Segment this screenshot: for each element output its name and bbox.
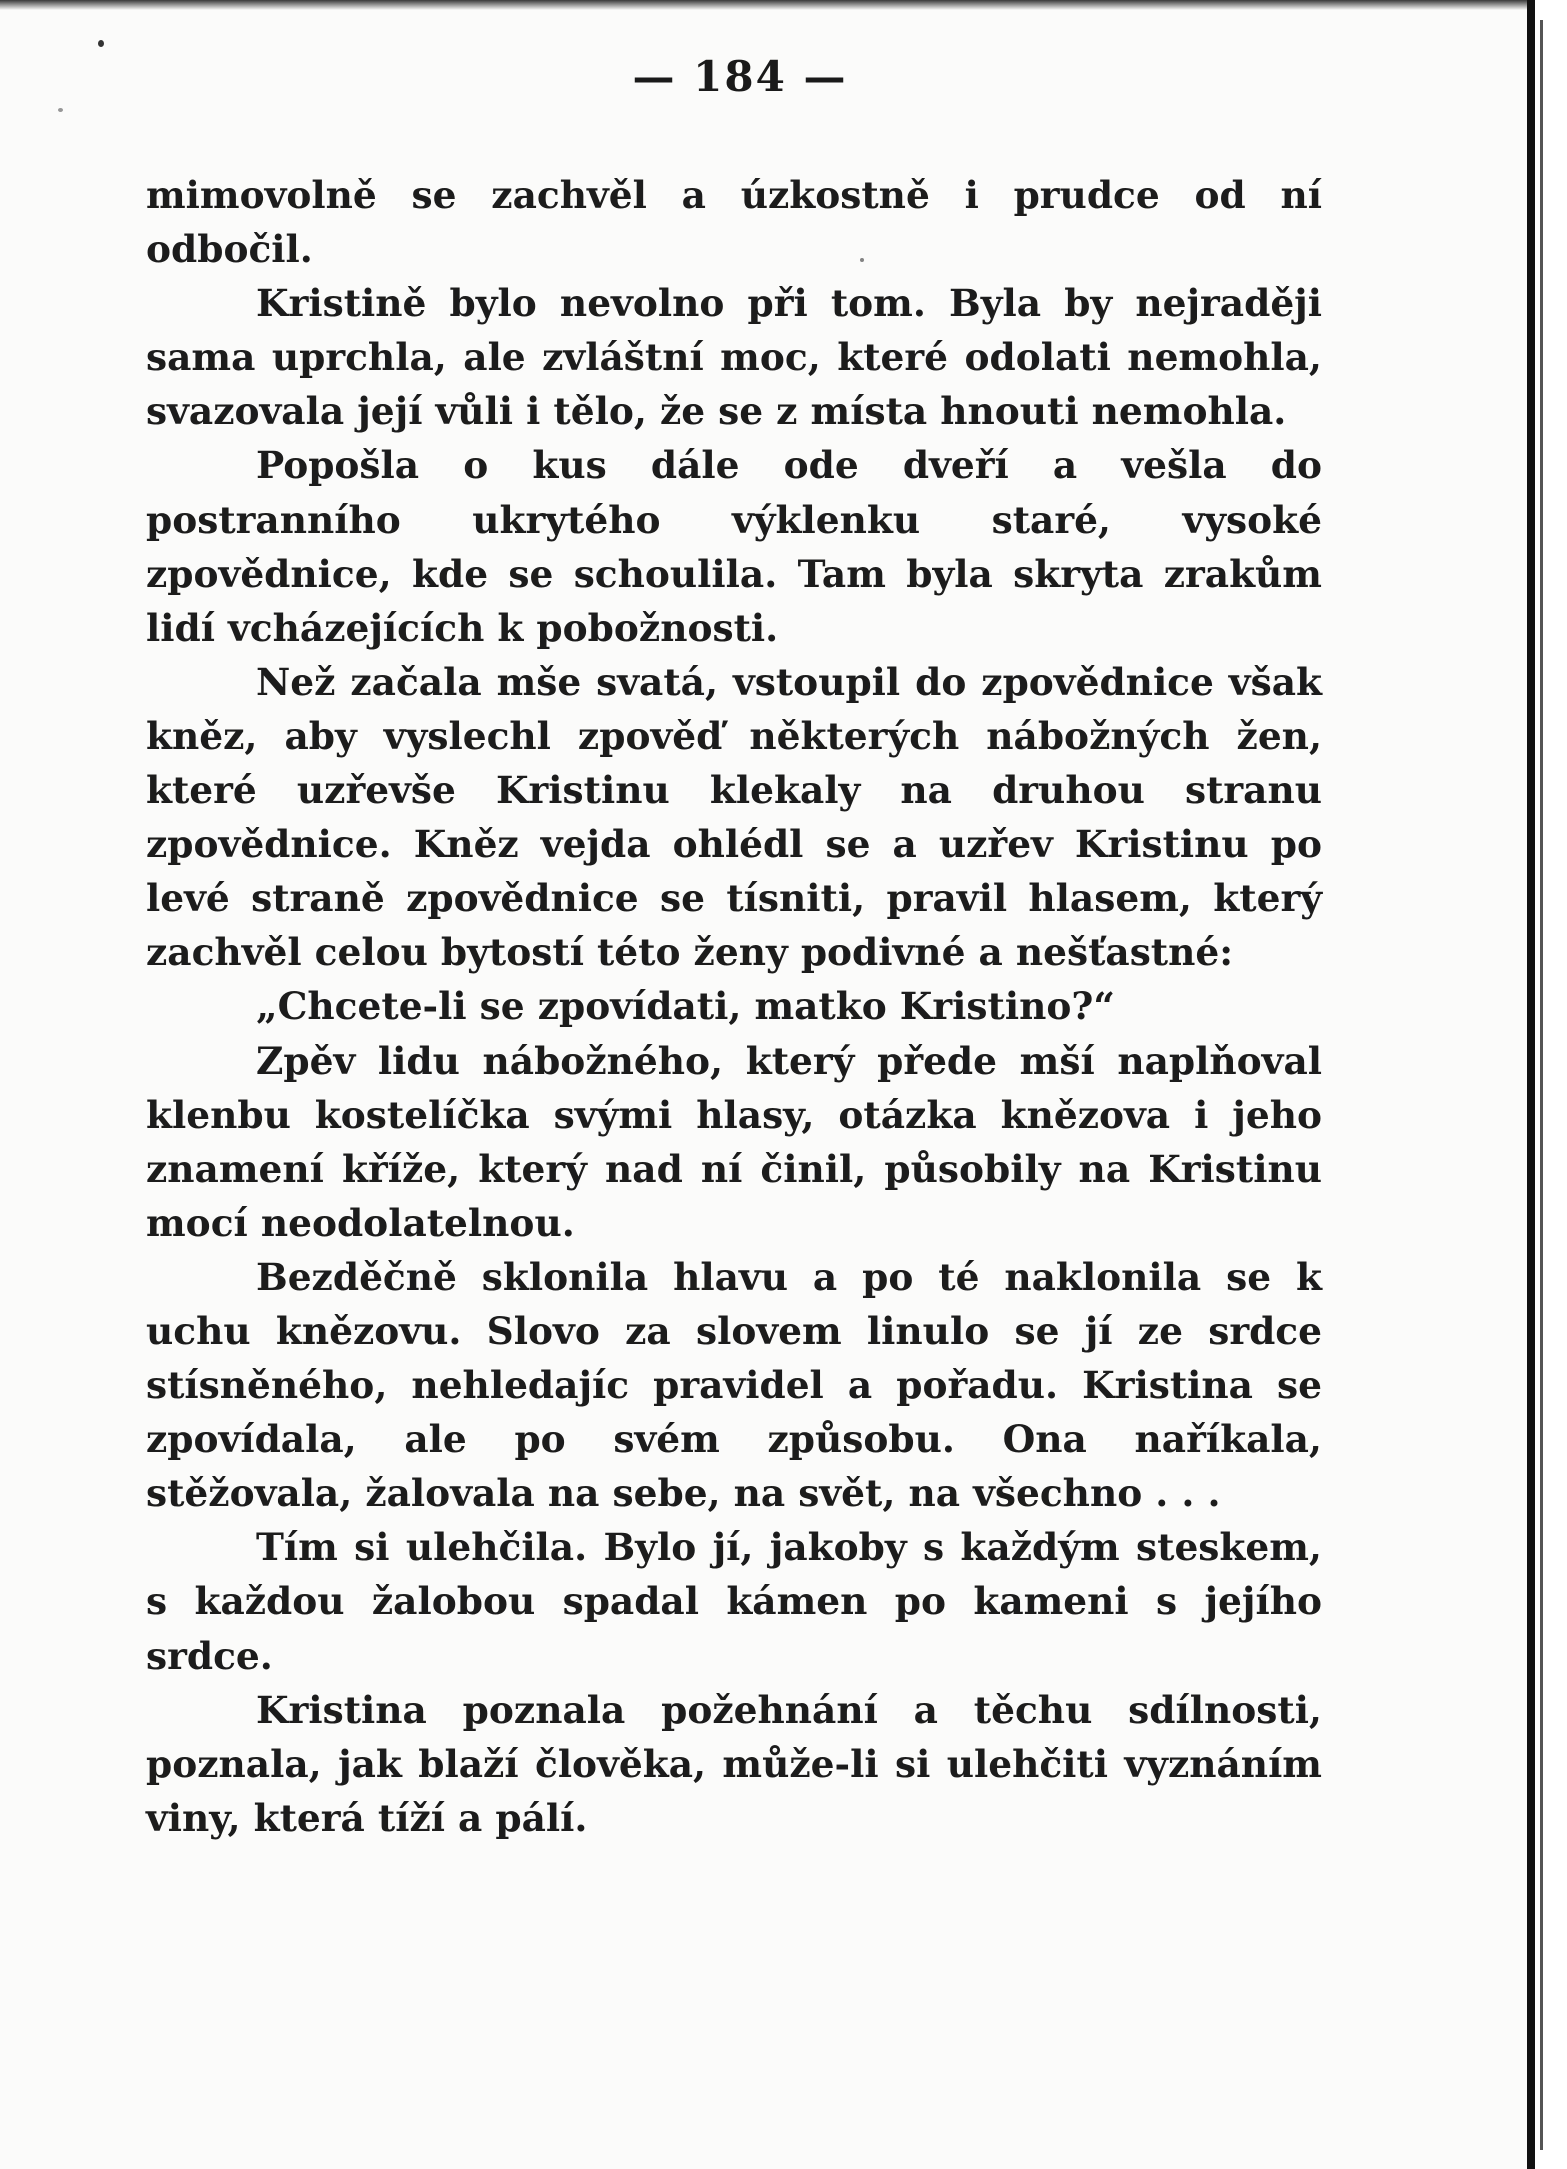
- page-right-border: [1527, 0, 1535, 2169]
- paragraph: Než začala mše svatá, vstoupil do zpovědnice však kněz, aby vyslechl zpověď některých nábožných žen, které uzřevše Kristinu klekaly na druhou stranu zpovědnice. Kněz vejda ohlédl se a uzřev Kristinu po levé straně zpovědnice se tísniti, pravil hlasem, který zachvěl celou bytostí této ženy podivné a nešťastné:: [146, 659, 1322, 975]
- paragraph: Bezděčně sklonila hlavu a po té naklonila se k uchu knězovu. Slovo za slovem linulo se jí ze srdce stísněného, nehledajíc pravidel a pořadu. Kristina se zpovídala, ale po svém způsobu. Ona naříkala, stěžovala, žalovala na sebe, na svět, na všechno . . .: [146, 1254, 1322, 1516]
- scan-speck: [98, 40, 104, 47]
- paragraph: Kristině bylo nevolno při tom. Byla by nejraději sama uprchla, ale zvláštní moc, které odolati nemohla, svazovala její vůli i tělo, že se z místa hnouti nemohla.: [146, 281, 1322, 434]
- paragraph-continuation: mimovolně se zachvěl a úzkostně i prudce od ní odbočil.: [146, 173, 1322, 272]
- page-number: — 184 —: [632, 52, 848, 101]
- scan-speck: [58, 108, 63, 112]
- paragraph: Tím si ulehčila. Bylo jí, jakoby s každým steskem, s každou žalobou spadal kámen po kameni s jejího srdce.: [146, 1525, 1322, 1678]
- paragraph: Kristina poznala požehnání a těchu sdílnosti, poznala, jak blaží člověka, může-li si ulehčiti vyznáním viny, která tíží a pálí.: [146, 1687, 1322, 1840]
- paragraph: Popošla o kus dále ode dveří a vešla do postranního ukrytého výklenku staré, vysoké zpovědnice, kde se schoulila. Tam byla skryta zrakům lidí vcházejících k pobožnosti.: [146, 443, 1322, 650]
- page-top-shadow: [0, 0, 1567, 10]
- page-right-border-thin: [1540, 20, 1543, 2150]
- paragraph: Zpěv lidu nábožného, který přede mší naplňoval klenbu kostelíčka svými hlasy, otázka knězova i jeho znamení kříže, který nad ní činil, působily na Kristinu mocí neodolatelnou.: [146, 1038, 1322, 1245]
- body-text: [146, 168, 1322, 1845]
- paragraph-dialogue: „Chcete-li se zpovídati, matko Kristino?“: [256, 984, 1115, 1029]
